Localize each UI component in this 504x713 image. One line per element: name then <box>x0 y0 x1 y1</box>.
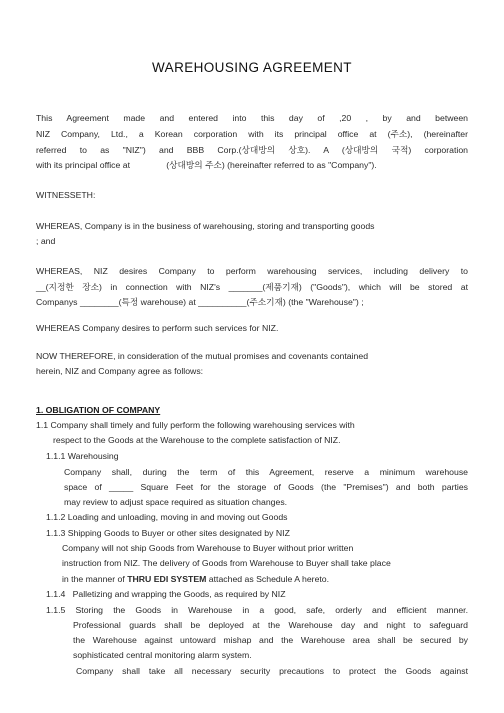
clause-1-1-3-line-3-pre: in the manner of <box>62 574 128 584</box>
now-therefore-line-2: herein, NIZ and Company agree as follows: <box>36 366 204 376</box>
edi-system-term: THRU EDI SYSTEM <box>127 574 207 584</box>
whereas-1-line-2: ; and <box>36 236 56 246</box>
clause-1-1-1-line-1: Company shall, during the term of this Agreement, reserve a minimum warehouse <box>64 467 468 477</box>
clause-1-1-3-line-2: instruction from NIZ. The delivery of Goods from Warehouse to Buyer shall take place <box>62 558 391 568</box>
clause-1-1-2: 1.1.2 Loading and unloading, moving in and moving out Goods <box>46 512 288 522</box>
clause-1-1-3-line-1: Company will not ship Goods from Warehouse to Buyer without prior written <box>62 543 354 553</box>
whereas-1-line-1: WHEREAS, Company is in the business of warehousing, storing and transporting goods <box>36 221 375 231</box>
section-1-heading: 1. OBLIGATION OF COMPANY <box>36 405 161 415</box>
clause-1-1-1-line-3: may review to adjust space required as situation changes. <box>64 497 288 507</box>
whereas-2-line-1: WHEREAS, NIZ desires Company to perform warehousing services, including delivery to <box>36 266 468 276</box>
clause-1-1-1-title: 1.1.1 Warehousing <box>46 451 119 461</box>
whereas-2-line-2: __(지정한 장소) in connection with NIZ's _______(제품기재) ("Goods"), which will be stored at <box>36 282 468 292</box>
preamble-line-2: NIZ Company, Ltd., a Korean corporation with its principal office at (주소), (hereinafter <box>36 129 468 139</box>
clause-1-1-3-line-3 <box>62 574 329 585</box>
clause-1-1-5-line-5: Company shall take all necessary security precautions to protect the Goods against <box>76 666 468 676</box>
clause-1-1-line-2: respect to the Goods at the Warehouse to the complete satisfaction of NIZ. <box>53 435 341 445</box>
clause-1-1-5-line-4: sophisticated central monitoring alarm system. <box>73 650 252 660</box>
document-title: WAREHOUSING AGREEMENT <box>152 60 352 75</box>
clause-1-1-1-line-2: space of _____ Square Feet for the storage of Goods (the "Premises") and both parties <box>64 482 468 492</box>
clause-1-1-line-1: 1.1 Company shall timely and fully perform the following warehousing services with <box>36 420 355 430</box>
preamble-line-1: This Agreement made and entered into this day of ,20 , by and between <box>36 113 468 123</box>
clause-1-1-3-line-3-post: attached as Schedule A hereto. <box>206 574 330 584</box>
clause-1-1-3-title: 1.1.3 Shipping Goods to Buyer or other sites designated by NIZ <box>46 528 290 538</box>
now-therefore-line-1: NOW THEREFORE, in consideration of the mutual promises and covenants contained <box>36 351 369 361</box>
whereas-2-line-3: Companys ________(특정 warehouse) at __________(주소기재) (the "Warehouse") ; <box>36 297 364 307</box>
clause-1-1-5-line-2: Professional guards shall be deployed at the Warehouse day and night to safeguard <box>73 620 468 630</box>
clause-1-1-5-line-1: 1.1.5 Storing the Goods in Warehouse in a good, safe, orderly and efficient manner. <box>46 605 468 615</box>
witnesseth: WITNESSETH: <box>36 190 96 200</box>
clause-1-1-4: 1.1.4 Palletizing and wrapping the Goods, as required by NIZ <box>46 589 286 599</box>
preamble-line-3: referred to as "NIZ") and BBB Corp.(상대방의 상호). A (상대방의 국적) corporation <box>36 145 468 155</box>
preamble-line-4: with its principal office at (상대방의 주소) (hereinafter referred to as "Company"). <box>36 160 377 170</box>
whereas-3: WHEREAS Company desires to perform such services for NIZ. <box>36 323 279 333</box>
clause-1-1-5-line-3: the Warehouse against untoward mishap and the Warehouse area shall be secured by <box>73 635 468 645</box>
